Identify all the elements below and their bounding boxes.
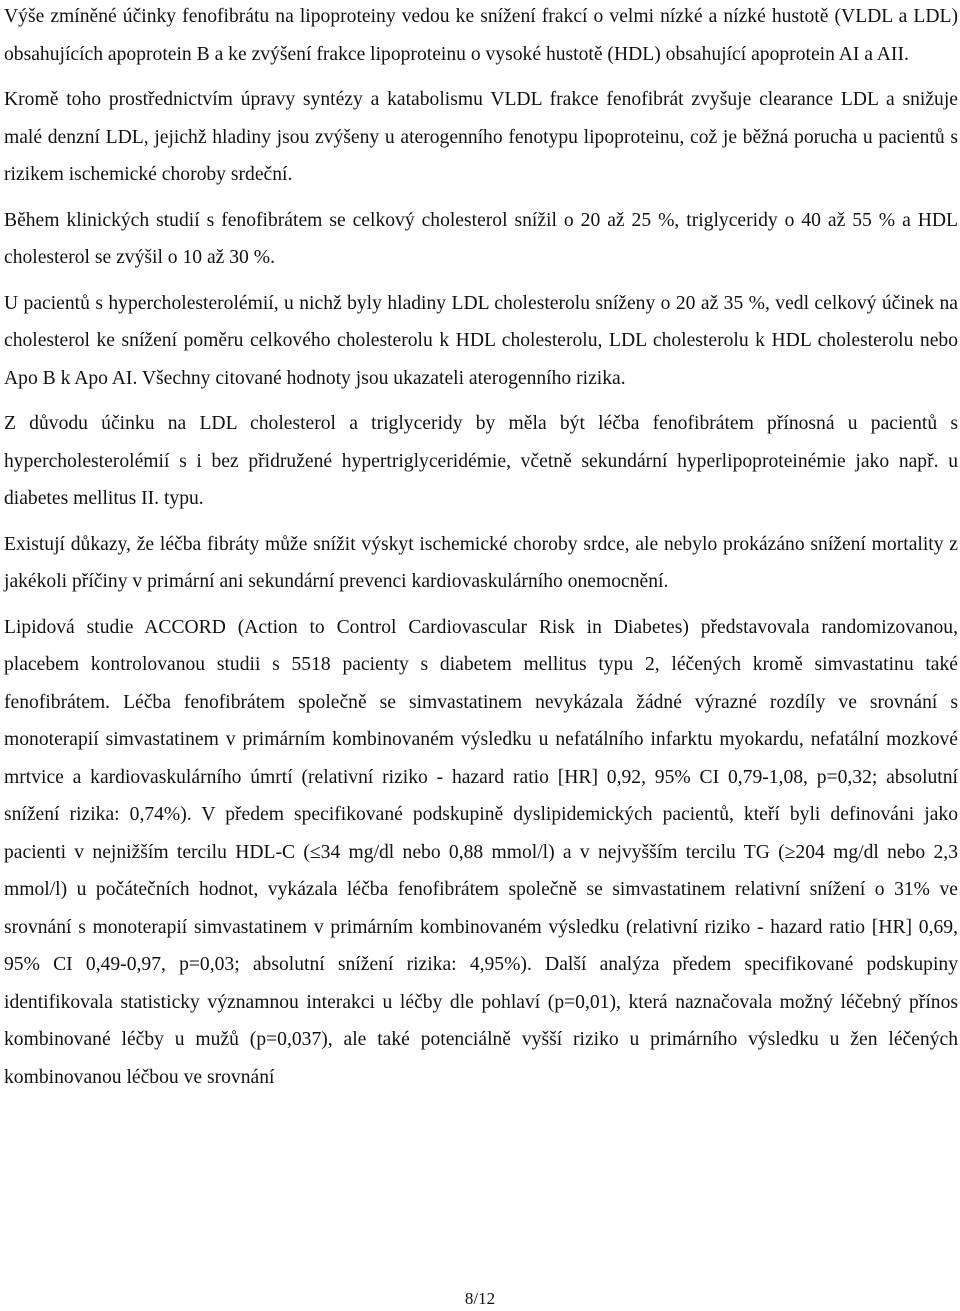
paragraph-ldl-effect: Z důvodu účinku na LDL cholesterol a triglyceridy by měla být léčba fenofibrátem přínosná u pacientů s hypercholesterolémií s i bez přidružené hypertriglyceridémie, včetně sekundární hyperlipoproteinémie jako např. u diabetes mellitus II. typu. [4,413,958,509]
paragraph-clinical-studies: Během klinických studií s fenofibrátem se celkový cholesterol snížil o 20 až 25 %, triglyceridy o 40 až 55 % a HDL cholesterol se zvýšil o 10 až 30 %. [4,209,958,268]
page-number: 8/12 [464,1289,496,1308]
paragraph-accord-study: Lipidová studie ACCORD (Action to Control Cardiovascular Risk in Diabetes) představovala randomizovanou, placebem kontrolovanou studii s 5518 pacienty s diabetem mellitus typu 2, léčených kromě simvastatinu také fenofibrátem. Léčba fenofibrátem společně se simvastatinem nevykázala žádné výrazné rozdíly ve srovnání s monoterapií simvastatinem v primárním kombinovaném výsledku u nefatálního infarktu myokardu, nefatální mozkové mrtvice a kardiovaskulárního úmrtí (relativní riziko - hazard ratio [HR] 0,92, 95% CI 0,79-1,08, p=0,32; absolutní snížení rizika: 0,74%). V předem specifikované podskupině dyslipidemických pacientů, kteří byli definováni jako pacienti v nejnižším tercilu HDL-C (≤34 mg/dl nebo 0,88 mmol/l) a v nejvyšším tercilu TG (≥204 mg/dl nebo 2,3 mmol/l) u počátečních hodnot, vykázala léčba fenofibrátem společně se simvastatinem relativní snížení o 31% ve srovnání s monoterapií simvastatinem v primárním kombinovaném výsledku (relativní riziko - hazard ratio [HR] 0,69, 95% CI 0,49-0,97, p=0,03; absolutní snížení rizika: 4,95%). Další analýza předem specifikované podskupiny identifikovala statisticky významnou interakci u léčby dle pohlaví (p=0,01), která naznačovala možný léčebný přínos kombinované léčby u mužů (p=0,037), ale také potenciálně vyšší riziko u primárního výsledku u žen léčených kombinovanou léčbou ve srovnání [4,616,958,1088]
paragraph-hypercholesterolemia: U pacientů s hypercholesterolémií, u nichž byly hladiny LDL cholesterolu sníženy o 20 až 35 %, vedl celkový účinek na cholesterol ke snížení poměru celkového cholesterolu k HDL cholesterolu, LDL cholesterolu k HDL cholesterolu nebo Apo B k Apo AI. Všechny citované hodnoty jsou ukazateli aterogenního rizika. [4,292,958,389]
paragraph-vldl-modification: Kromě toho prostřednictvím úpravy syntézy a katabolismu VLDL frakce fenofibrát zvyšuje clearance LDL a snižuje malé denzní LDL, jejichž hladiny jsou zvýšeny u aterogenního fenotypu lipoproteinu, což je běžná porucha u pacientů s rizikem ischemické choroby srdeční. [4,89,958,185]
paragraph-fibrate-evidence: Existují důkazy, že léčba fibráty může snížit výskyt ischemické choroby srdce, ale nebylo prokázáno snížení mortality z jakékoli příčiny v primární ani sekundární prevenci kardiovaskulárního onemocnění. [4,533,958,592]
document-body [4,0,958,1104]
paragraph-lipoprotein-effects: Výše zmíněné účinky fenofibrátu na lipoproteiny vedou ke snížení frakcí o velmi nízké a nízké hustotě (VLDL a LDL) obsahujících apoprotein B a ke zvýšení frakce lipoproteinu o vysoké hustotě (HDL) obsahující apoprotein AI a AII. [4,6,958,65]
